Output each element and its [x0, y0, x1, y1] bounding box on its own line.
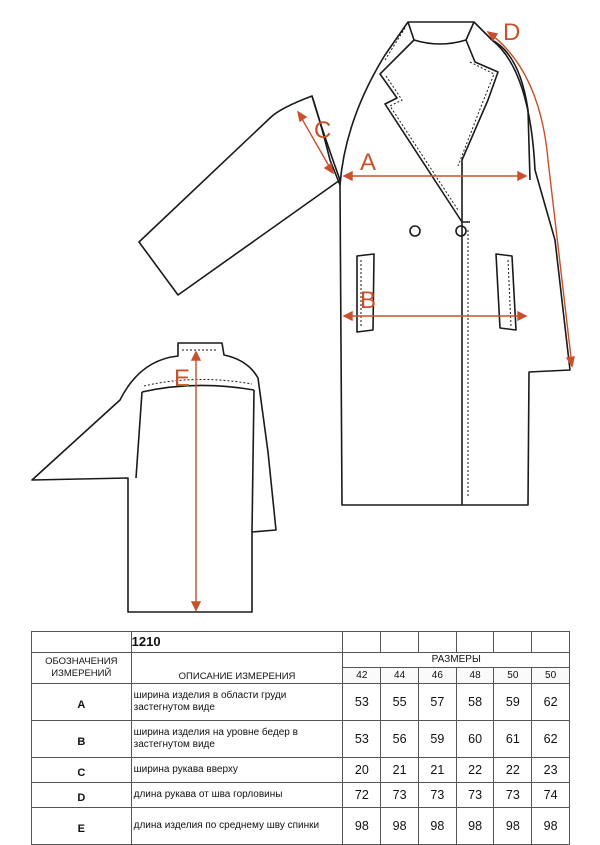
size-header: 48	[456, 668, 494, 684]
row-description: ширина изделия в области груди застегнутом виде	[131, 684, 343, 721]
button-left	[410, 226, 420, 236]
measure-labels	[174, 19, 520, 392]
row-value: 61	[494, 721, 532, 758]
coat-front-view	[139, 22, 570, 505]
coat-back-view	[32, 343, 276, 612]
measurements	[192, 32, 574, 610]
row-value: 23	[532, 758, 570, 783]
label-b: B	[360, 287, 377, 314]
header-row-1	[32, 653, 570, 668]
sizes-caption: РАЗМЕРЫ	[343, 653, 570, 668]
row-value: 20	[343, 758, 381, 783]
table-title-row	[32, 632, 570, 653]
row-value: 22	[494, 758, 532, 783]
back-yoke-seam	[142, 385, 254, 392]
row-value: 73	[418, 783, 456, 808]
table-row	[32, 808, 570, 845]
row-description: длина рукава от шва горловины	[131, 783, 343, 808]
row-value: 98	[456, 808, 494, 845]
size-header: 42	[343, 668, 381, 684]
row-value: 21	[381, 758, 419, 783]
size-header: 50	[532, 668, 570, 684]
button-right	[456, 226, 466, 236]
row-value: 73	[381, 783, 419, 808]
back-body	[32, 343, 276, 612]
row-value: 72	[343, 783, 381, 808]
row-code: E	[32, 808, 132, 845]
row-value: 98	[381, 808, 419, 845]
row-value: 59	[418, 721, 456, 758]
right-lapel	[462, 40, 498, 222]
row-value: 53	[343, 684, 381, 721]
back-right-sleeve-seam	[252, 390, 254, 532]
row-value: 60	[456, 721, 494, 758]
row-value: 98	[532, 808, 570, 845]
collar-back	[408, 22, 474, 44]
left-lapel	[380, 40, 470, 222]
front-right-sleeve-seam	[492, 40, 530, 180]
row-value: 62	[532, 721, 570, 758]
label-a: A	[360, 149, 377, 176]
row-code: D	[32, 783, 132, 808]
row-value: 58	[456, 684, 494, 721]
row-value: 98	[343, 808, 381, 845]
row-description: ширина изделия на уровне бедер в застегнутом виде	[131, 721, 343, 758]
label-e: E	[174, 365, 191, 392]
row-value: 73	[494, 783, 532, 808]
row-value: 73	[456, 783, 494, 808]
row-description: ширина рукава вверху	[131, 758, 343, 783]
row-value: 22	[456, 758, 494, 783]
row-value: 21	[418, 758, 456, 783]
size-chart-table	[31, 631, 570, 845]
row-code: B	[32, 721, 132, 758]
row-value: 57	[418, 684, 456, 721]
size-header: 44	[381, 668, 419, 684]
table-row	[32, 758, 570, 783]
label-c: C	[314, 117, 332, 144]
back-sleeve-seam	[136, 392, 142, 478]
size-header: 50	[494, 668, 532, 684]
pocket-right	[496, 254, 516, 330]
table-row	[32, 684, 570, 721]
table-row	[32, 783, 570, 808]
row-value: 62	[532, 684, 570, 721]
row-value: 74	[532, 783, 570, 808]
row-value: 98	[494, 808, 532, 845]
col-code-header: ОБОЗНАЧЕНИЯ ИЗМЕРЕНИЙ	[32, 653, 132, 684]
row-value: 55	[381, 684, 419, 721]
row-value: 56	[381, 721, 419, 758]
table-row	[32, 721, 570, 758]
row-code: A	[32, 684, 132, 721]
model-number: 1210	[131, 632, 343, 653]
size-header: 46	[418, 668, 456, 684]
row-code: C	[32, 758, 132, 783]
row-value: 98	[418, 808, 456, 845]
front-left-sleeve	[139, 96, 340, 295]
col-desc-header: ОПИСАНИЕ ИЗМЕРЕНИЯ	[131, 653, 343, 684]
label-d: D	[503, 19, 521, 46]
row-value: 59	[494, 684, 532, 721]
row-description: длина изделия по среднему шву спинки	[131, 808, 343, 845]
row-value: 53	[343, 721, 381, 758]
